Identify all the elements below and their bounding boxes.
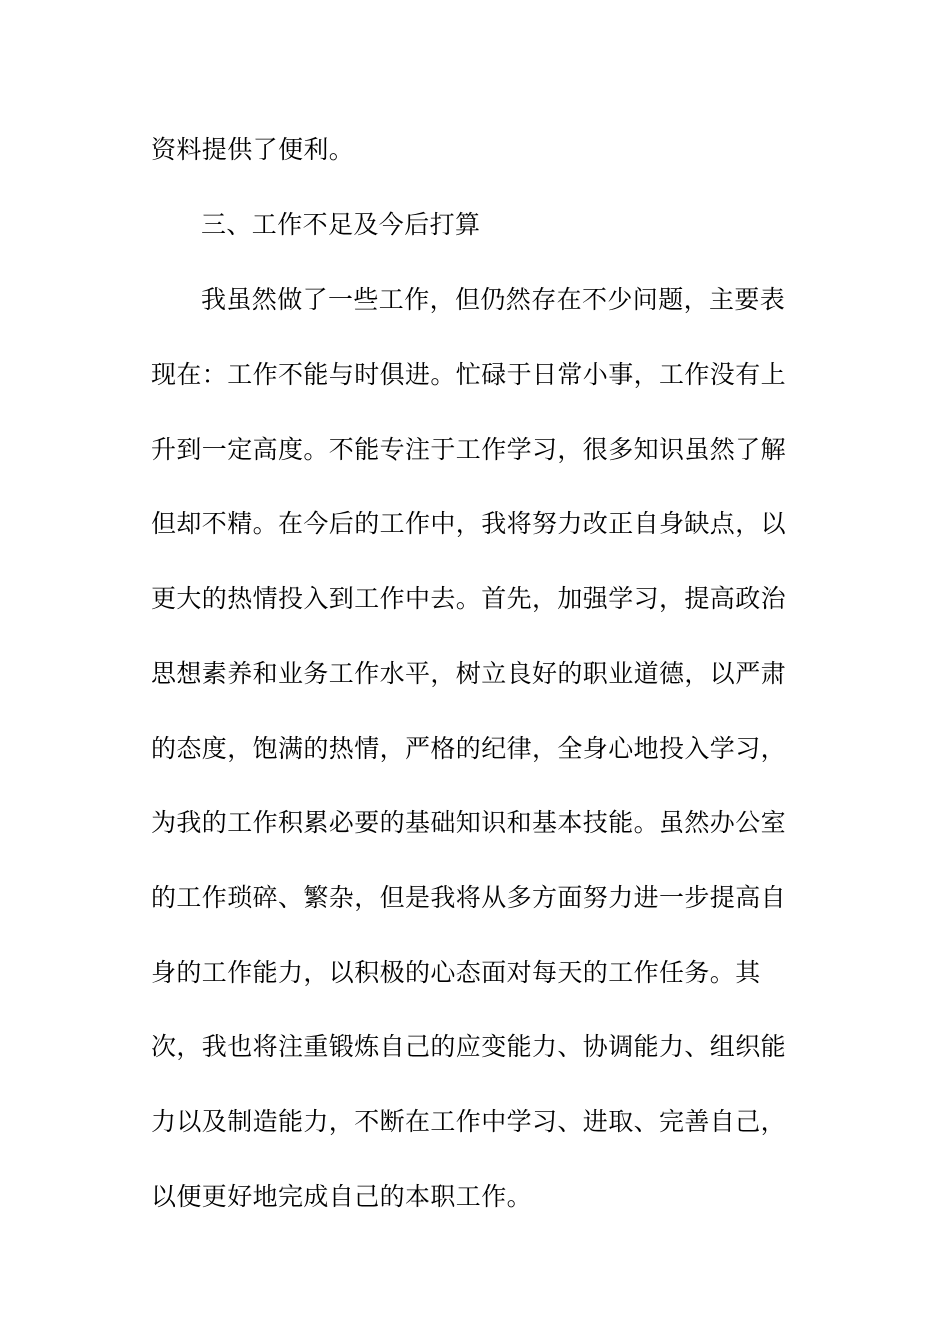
text-line-6: 但却不精。在今后的工作中，我将努力改正自身缺点，以 — [151, 509, 787, 538]
text-line-12: 身的工作能力，以积极的心态面对每天的工作任务。其 — [151, 958, 761, 987]
text-line-4: 现在：工作不能与时俱进。忙碌于日常小事，工作没有上 — [151, 360, 787, 389]
text-line-5: 升到一定高度。不能专注于工作学习，很多知识虽然了解 — [151, 435, 787, 464]
text-line-1: 资料提供了便利。 — [151, 135, 355, 164]
text-line-8: 思想素养和业务工作水平，树立良好的职业道德，以严肃 — [151, 659, 787, 688]
text-line-13: 次，我也将注重锻炼自己的应变能力、协调能力、组织能 — [151, 1032, 787, 1061]
text-line-10: 为我的工作积累必要的基础知识和基本技能。虽然办公室 — [151, 808, 787, 837]
text-line-15: 以便更好地完成自己的本职工作。 — [151, 1182, 533, 1211]
text-line-11: 的工作琐碎、繁杂，但是我将从多方面努力进一步提高自 — [151, 883, 787, 912]
text-line-9: 的态度，饱满的热情，严格的纪律，全身心地投入学习， — [151, 734, 787, 763]
text-line-3: 我虽然做了一些工作，但仍然存在不少问题，主要表 — [201, 285, 786, 314]
text-line-14: 力以及制造能力，不断在工作中学习、进取、完善自己， — [151, 1107, 787, 1136]
section-heading: 三、工作不足及今后打算 — [201, 210, 481, 239]
text-line-7: 更大的热情投入到工作中去。首先，加强学习，提高政治 — [151, 584, 787, 613]
